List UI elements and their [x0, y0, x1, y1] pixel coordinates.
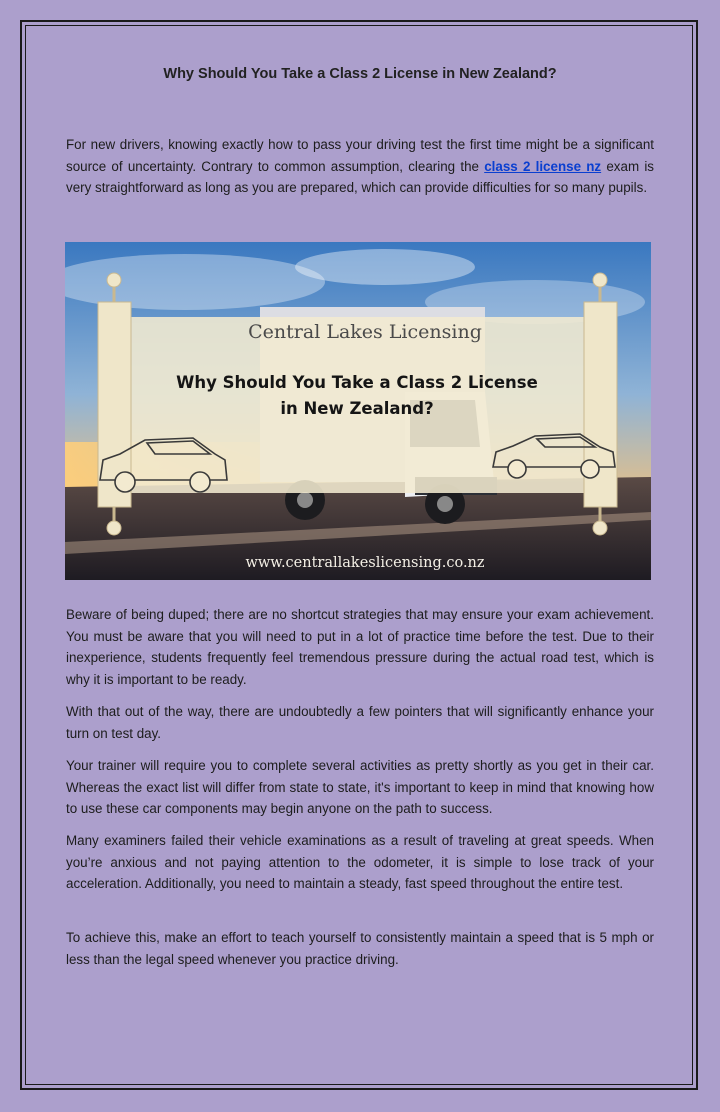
banner-headline-line1: Why Should You Take a Class 2 License	[176, 373, 538, 392]
body-paragraph: Your trainer will require you to complete several activities as pretty shortly as you get in their car. Whereas the exact list will differ from state to state, it's important to keep in mind that knowing how to use these car components may begin anyone on the path to success.	[66, 758, 654, 817]
intro-paragraph	[66, 134, 654, 199]
class-2-license-link[interactable]: class 2 license nz	[484, 158, 602, 174]
body-paragraph: With that out of the way, there are undoubtedly a few pointers that will significantly enhance your turn on test day.	[66, 704, 654, 741]
article-title: Why Should You Take a Class 2 License in New Zealand?	[163, 66, 557, 82]
banner-illustration	[65, 242, 651, 580]
intro-text-end: exam is very straightforward as long as you are prepared, which can provide difficulties for so many pupils.	[66, 158, 654, 196]
intro-text-start: For new drivers, knowing exactly how to pass your driving test the first time might be a significant source of uncertainty. Contrary to common assumption, clearing the	[66, 137, 654, 174]
body-paragraph: Beware of being duped; there are no shortcut strategies that may ensure your exam achievement. You must be aware that you will need to put in a lot of practice time before the test. Due to their inexperience, students frequently feel tremendous pressure during the actual road test, which is why it is important to be ready.	[66, 607, 654, 687]
banner-headline-line2: in New Zealand?	[280, 399, 434, 418]
banner-brand: Central Lakes Licensing	[248, 321, 482, 343]
body-paragraph: To achieve this, make an effort to teach yourself to consistently maintain a speed that is 5 mph or less than the legal speed whenever you practice driving.	[66, 930, 654, 967]
banner-website: www.centrallakeslicensing.co.nz	[245, 555, 485, 571]
cloud	[295, 249, 475, 285]
body-paragraph: Many examiners failed their vehicle examinations as a result of traveling at great speeds. When you’re anxious and not paying attention to the odometer, it is simple to lose track of your acceleration. Additionally, you need to maintain a steady, fast speed throughout the entire test.	[66, 833, 654, 892]
article-banner-image	[65, 242, 651, 580]
